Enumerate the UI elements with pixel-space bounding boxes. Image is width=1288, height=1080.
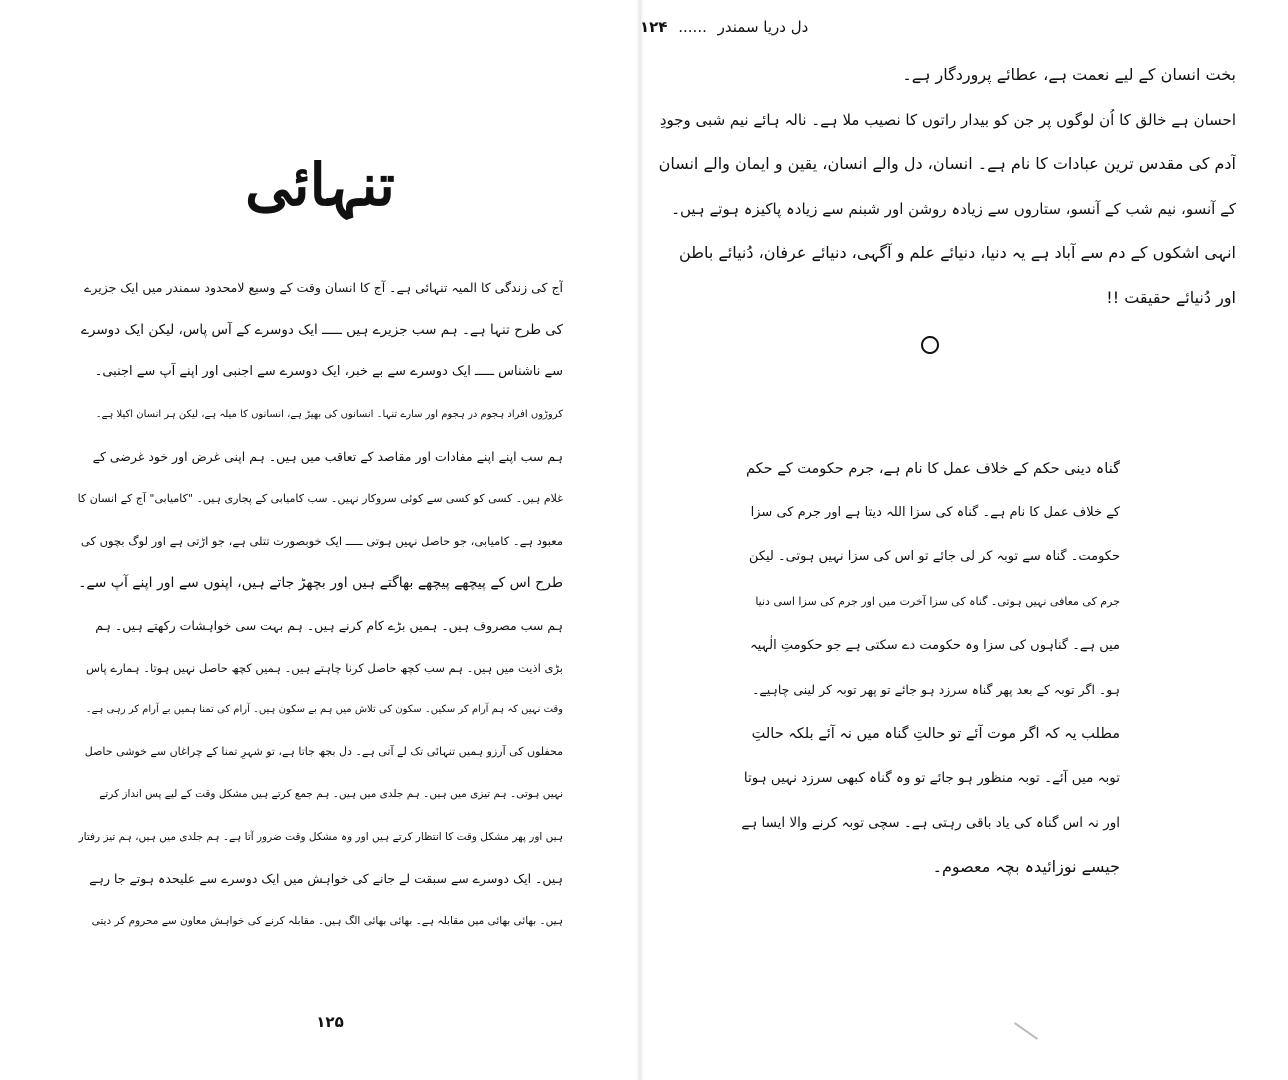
body-line: میں ہے۔ گناہوں کی سزا وہ حکومت دے سکتی ہے جو حکومتِ الٰہیہ	[749, 637, 1120, 653]
section-separator-circle	[921, 336, 939, 354]
book-title: دل دریا سمندر	[717, 18, 809, 36]
body-line: طرح اس کے پیچھے پیچھے بھاگتے ہیں اور بچھڑ جاتے ہیں، اپنوں سے اور اپنے آپ سے۔	[78, 575, 563, 592]
right-page	[640, 0, 1288, 1080]
body-line: ہیں۔ بھائی بھائی میں مقابلہ ہے۔ بھائی بھائی الگ ہیں۔ مقابلہ کرنے کی خواہش معاون سے محروم کر دیتی	[91, 915, 563, 927]
body-line: توبہ میں آئے۔ توبہ منظور ہو جائے تو وہ گناہ کبھی سرزد نہیں ہوتا	[743, 770, 1120, 787]
body-line: ہم سب مصروف ہیں۔ ہمیں بڑے کام کرنے ہیں۔ ہم بہت سی خواہشات رکھتے ہیں۔ ہم	[95, 617, 563, 633]
body-line: کے خلاف عمل کا نام ہے۔ گناہ کی سزا اللہ دیتا ہے اور جرم کی سزا	[750, 505, 1120, 521]
body-line: ہم سب اپنے اپنے مفادات اور مقاصد کے تعاقب میں ہیں۔ ہم اپنی غرض اور خود غرضی کے	[92, 448, 563, 464]
body-line: اور دُنیائے حقیقت !!	[1106, 287, 1236, 307]
body-line: جیسے نوزائیدہ بچہ معصوم۔	[932, 856, 1120, 876]
body-line: سے ناشناس ـــــ ایک دوسرے سے بے خبر، ایک دوسرے سے اجنبی اور اپنے آپ سے اجنبی۔	[94, 364, 563, 380]
body-line: جرم کی معافی نہیں ہوتی۔ گناہ کی سزا آخرت میں اور جرم کی سزا اسی دنیا	[755, 594, 1120, 608]
body-line: بڑی اذیت میں ہیں۔ ہم سب کچھ حاصل کرنا چاہتے ہیں۔ ہمیں کچھ حاصل نہیں ہوتا۔ ہمارے پاس	[85, 660, 563, 675]
body-line: وقت نہیں کہ ہم آرام کر سکیں۔ سکون کی تلاش میں ہم بے سکون ہیں۔ آرام کی تمنا ہمیں بے آرام کر رہی ہے۔	[85, 704, 563, 715]
body-line: مطلب یہ کہ اگر موت آئے تو حالتِ گناہ میں نہ آئے بلکہ حالتِ	[751, 726, 1120, 743]
chapter-title: تنہائی	[245, 151, 395, 219]
body-line: کی طرح تنہا ہے۔ ہم سب جزیرے ہیں ـــــ ایک دوسرے کے آس پاس، لیکن ایک دوسرے	[80, 322, 563, 339]
body-line: ہیں اور پھر مشکل وقت کا انتظار کرتے ہیں اور وہ مشکل وقت ضرور آتا ہے۔ ہم جلدی میں ہیں، ہم تیز رفتار	[78, 830, 563, 843]
left-page	[0, 0, 640, 1080]
body-line: حکومت۔ گناہ سے توبہ کر لی جائے تو اس کی سزا نہیں ہوتی۔ لیکن	[748, 549, 1120, 565]
running-head	[640, 17, 970, 37]
body-line: محفلوں کی آرزو ہمیں تنہائی تک لے آتی ہے۔ دل بجھ جاتا ہے، تو شہرِ تمنا کے چراغاں سے خوشی حاصل	[84, 745, 563, 759]
body-line: انہی اشکوں کے دم سے آباد ہے یہ دنیا، دنیائے علم و آگہی، دنیائے عرفان، دُنیائے باطن	[679, 243, 1236, 262]
body-line: غلام ہیں۔ کسی کو کسی سے کوئی سروکار نہیں۔ سب کامیابی کے پجاری ہیں۔ "کامیابی" آج کے انسان کا	[78, 492, 563, 505]
body-line: گناہ دینی حکم کے خلاف عمل کا نام ہے، جرم حکومت کے حکم	[746, 461, 1120, 477]
body-line: آدم کی مقدس ترین عبادات کا نام ہے۔ انسان، دل والے انسان، یقین و ایمان والے انسان	[658, 154, 1236, 173]
body-line: آج کی زندگی کا المیہ تنہائی ہے۔ آج کا انسان وقت کے وسیع لامحدود سمندر میں ایک جزیرے	[84, 280, 563, 295]
right-page-number: ۱۲۴	[640, 18, 668, 36]
running-head-dots: ......	[678, 18, 707, 36]
body-line: کے آنسو، نیم شب کے آنسو، ستاروں سے زیادہ روشن اور شبنم سے زیادہ پاکیزہ ہوتے ہیں۔	[671, 199, 1236, 218]
body-line: بخت انسان کے لیے نعمت ہے، عطائے پروردگار ہے۔	[902, 65, 1236, 84]
body-line: کروڑوں افراد ہجوم در ہجوم اور سارے تنہا۔ انسانوں کی بھیڑ ہے، انسانوں کا میلہ ہے، لیکن ہر انسان اکیلا ہے۔	[95, 408, 563, 420]
left-page-number: ۱۲۵	[316, 1013, 344, 1031]
body-line: اور نہ اس گناہ کی یاد باقی رہتی ہے۔ سچی توبہ کرنے والا ایسا ہے	[741, 814, 1120, 831]
body-line: ہو۔ اگر توبہ کے بعد پھر گناہ سرزد ہو جائے تو پھر توبہ کر لینی چاہیے۔	[752, 682, 1120, 697]
body-line: ہیں۔ ایک دوسرے سے سبقت لے جانے کی خواہش میں ایک دوسرے سے علیحدہ ہوتے جا رہے	[89, 870, 563, 886]
body-line: نہیں ہوتی۔ ہم تیزی میں ہیں۔ ہم جلدی میں ہیں۔ ہم جمع کرتے ہیں مشکل وقت کے لیے پس انداز کرتے	[99, 788, 563, 801]
body-line: معبود ہے۔ کامیابی، جو حاصل نہیں ہوتی ـــــ ایک خوبصورت تتلی ہے، جو اڑتی ہے اور لوگ بچوں کی	[80, 534, 563, 549]
body-line: احسان ہے خالق کا اُن لوگوں پر جن کو بیدار راتوں کا نصیب ملا ہے۔ نالہ ہائے نیم شبی وجودِ	[659, 110, 1236, 129]
